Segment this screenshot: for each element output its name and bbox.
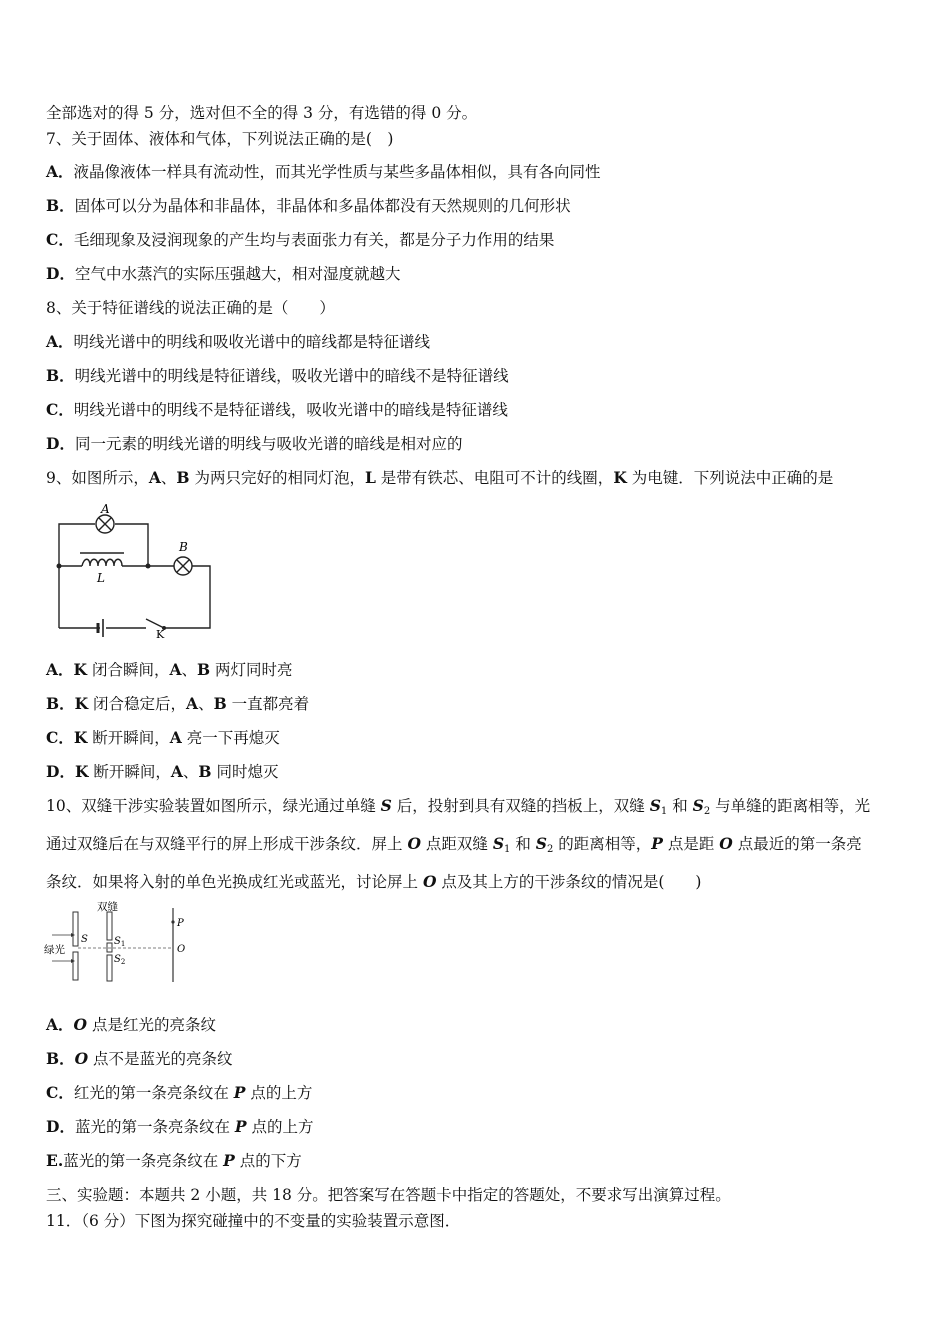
option-text: 空气中水蒸汽的实际压强越大，相对湿度就越大 [74, 265, 401, 283]
option-letter: A． [46, 332, 74, 351]
question-9-stem: 9、如图所示，A、B 为两只完好的相同灯泡，L 是带有铁芯、电阻可不计的线圈，K 为电键．下列说法中正确的是 [46, 468, 834, 487]
option-text: 毛细现象及浸润现象的产生均与表面张力有关，都是分子力作用的结果 [73, 231, 555, 249]
q8-option-b[interactable] [46, 366, 509, 386]
section-3-heading: 三、实验题：本题共 2 小题，共 18 分。把答案写在答题卡中指定的答题处，不要求写出演算过程。 [46, 1186, 731, 1204]
q7-option-c[interactable] [46, 230, 554, 250]
q7-option-d[interactable] [46, 264, 400, 284]
label-s1: $S_1$ [114, 936, 126, 948]
option-text: 液晶像液体一样具有流动性，而其光学性质与某些多晶体相似，具有各向同性 [73, 163, 601, 181]
q9-option-b[interactable]: B．K 闭合稳定后，A、B 一直都亮着 [46, 694, 310, 713]
label-o: O [177, 944, 186, 955]
option-letter: B． [46, 366, 75, 385]
option-letter: B． [46, 196, 75, 215]
option-text: 同一元素的明线光谱的明线与吸收光谱的暗线是相对应的 [74, 435, 463, 453]
q10-option-b[interactable]: B．O 点不是蓝光的亮条纹 [46, 1049, 233, 1068]
option-letter: D． [46, 434, 75, 453]
q9-option-a[interactable]: A．K 闭合瞬间，A、B 两灯同时亮 [46, 660, 293, 679]
q9-option-d[interactable]: D．K 断开瞬间，A、B 同时熄灭 [46, 762, 279, 781]
q8-option-d[interactable] [46, 434, 462, 454]
q10-option-d[interactable]: D．蓝光的第一条亮条纹在 P 点的上方 [46, 1117, 314, 1136]
question-10-stem-line2: 通过双缝后在与双缝平行的屏上形成干涉条纹．屏上 O 点距双缝 $S_1$ 和 $S_2$ 的距离相等，P 点是距 O 点最近的第一条亮 [46, 834, 862, 855]
q9-option-c[interactable]: C．K 断开瞬间，A 亮一下再熄灭 [46, 728, 280, 747]
option-letter: A． [46, 162, 74, 181]
question-11-stem: 11．（6 分）下图为探究碰撞中的不变量的实验装置示意图． [46, 1212, 461, 1230]
option-text: 明线光谱中的明线不是特征谱线，吸收光谱中的暗线是特征谱线 [73, 401, 508, 419]
q10-option-c[interactable]: C．红光的第一条亮条纹在 P 点的上方 [46, 1083, 313, 1102]
label-k: K [156, 628, 165, 640]
option-text: 明线光谱中的明线和吸收光谱中的暗线都是特征谱线 [73, 333, 431, 351]
option-letter: D． [46, 264, 75, 283]
option-letter: C． [46, 230, 74, 249]
label-a: A [101, 502, 110, 516]
label-s: S [81, 934, 88, 945]
label-green-light: 绿光 [44, 944, 65, 956]
label-double-slit: 双缝 [97, 901, 118, 913]
double-slit-diagram [40, 900, 200, 988]
question-10-stem-line3: 条纹．如果将入射的单色光换成红光或蓝光，讨论屏上 O 点及其上方的干涉条纹的情况是( ) [46, 872, 702, 891]
circuit-diagram [46, 500, 226, 640]
label-p: P [177, 918, 184, 929]
q10-option-a[interactable]: A．O 点是红光的亮条纹 [46, 1015, 216, 1034]
q8-option-a[interactable] [46, 332, 430, 352]
question-7-stem: 7、关于固体、液体和气体，下列说法正确的是( ) [46, 130, 394, 148]
option-text: 固体可以分为晶体和非晶体，非晶体和多晶体都没有天然规则的几何形状 [74, 197, 571, 215]
q7-option-b[interactable] [46, 196, 571, 216]
question-8-stem: 8、关于特征谱线的说法正确的是（ ） [46, 299, 335, 317]
q8-option-c[interactable] [46, 400, 508, 420]
instruction-text: 全部选对的得 5 分，选对但不全的得 3 分，有选错的得 0 分。 [46, 104, 478, 122]
coil-icon [82, 559, 122, 566]
q7-option-a[interactable] [46, 162, 601, 182]
label-s2: $S_2$ [114, 954, 126, 966]
switch-icon [146, 619, 164, 628]
label-b: B [179, 540, 188, 554]
question-10-stem-line1: 10、双缝干涉实验装置如图所示，绿光通过单缝 S 后，投射到具有双缝的挡板上，双缝 $S_1$ 和 $S_2$ 与单缝的距离相等，光 [46, 796, 871, 817]
option-text: 明线光谱中的明线是特征谱线，吸收光谱中的暗线不是特征谱线 [74, 367, 509, 385]
option-letter: C． [46, 400, 74, 419]
q10-option-e[interactable]: E.蓝光的第一条亮条纹在 P 点的下方 [46, 1151, 302, 1170]
label-l: L [97, 571, 105, 585]
